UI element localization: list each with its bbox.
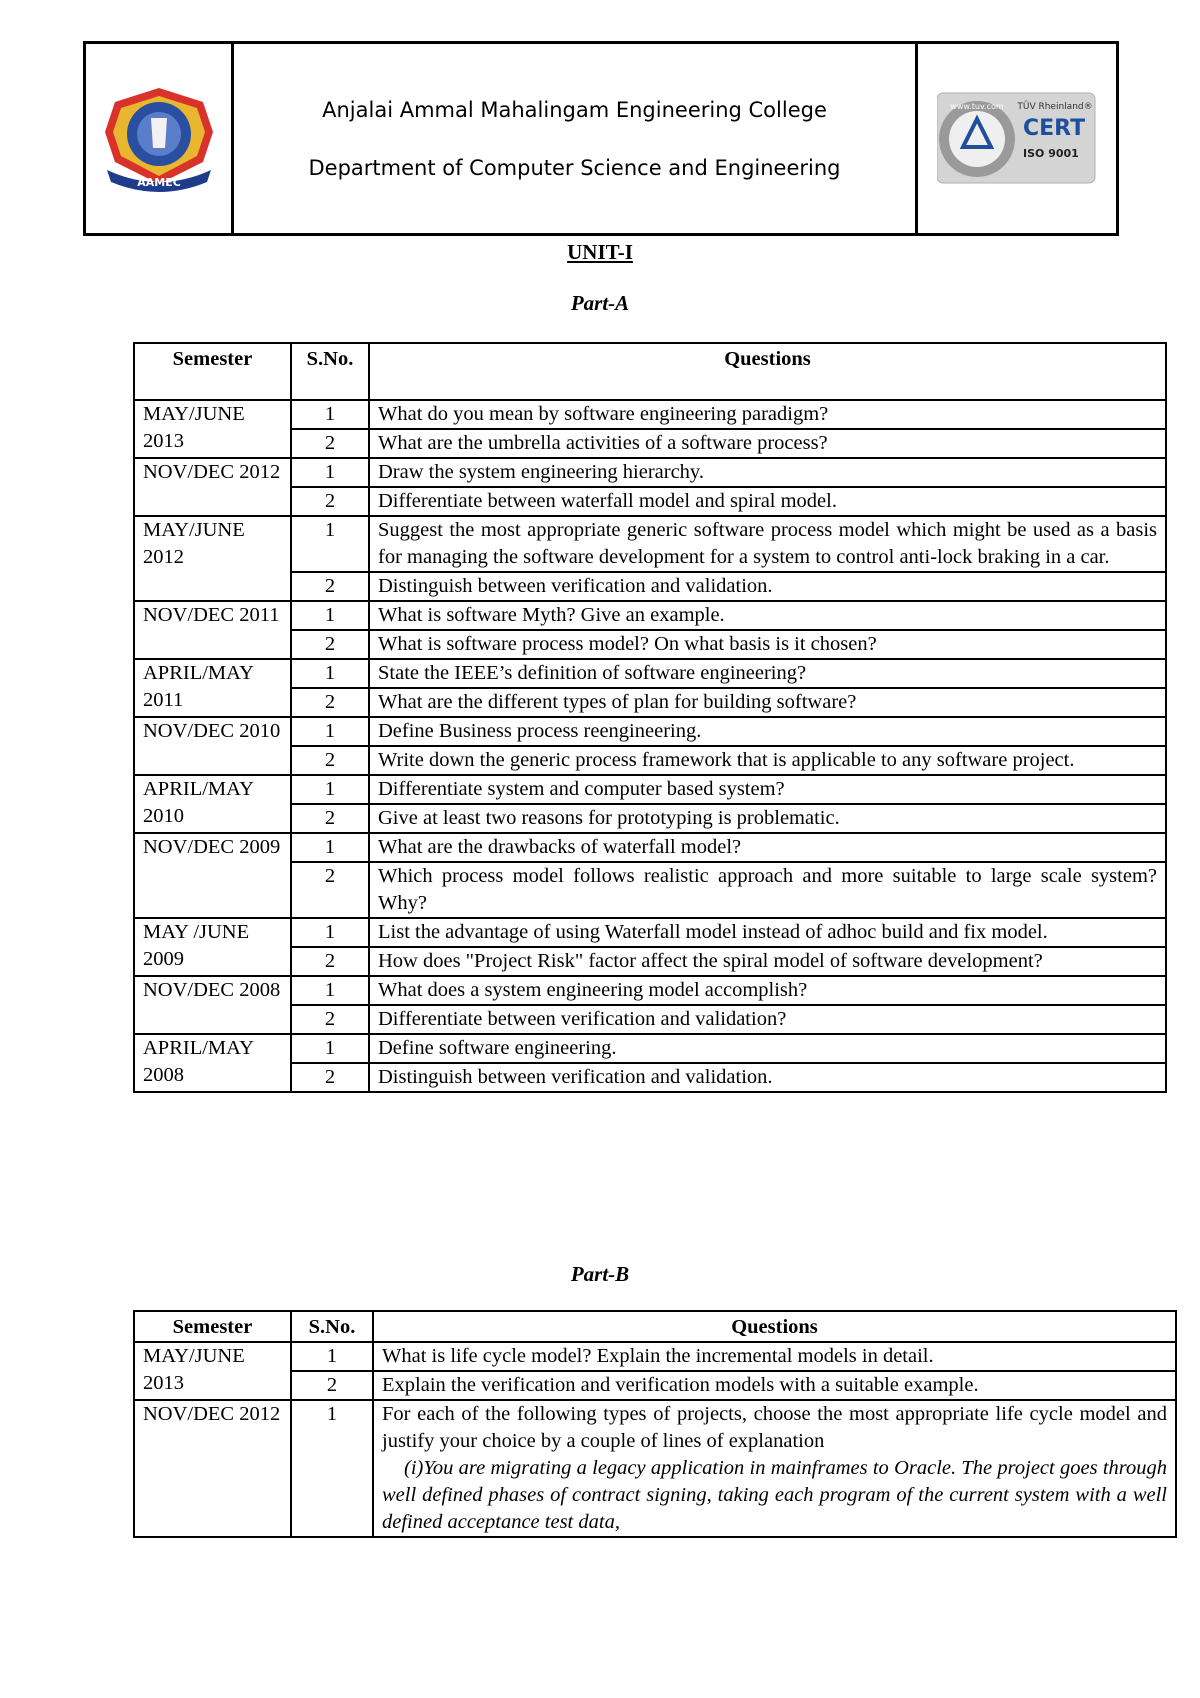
question-text: List the advantage of using Waterfall model instead of adhoc build and fix model. — [378, 921, 1048, 943]
col-header-sno: S.No. — [291, 343, 369, 400]
semester-cell: NOV/DEC 2011 — [134, 601, 291, 659]
unit-title: UNIT-I — [567, 240, 633, 264]
question-cell — [369, 947, 1166, 976]
table-row — [134, 976, 1166, 1005]
question-cell — [369, 516, 1166, 572]
question-text: What are the umbrella activities of a software process? — [378, 432, 828, 454]
question-text: Define Business process reengineering. — [378, 720, 702, 742]
svg-text:CERT: CERT — [1023, 115, 1086, 141]
sno-cell: 1 — [291, 516, 369, 572]
table-row — [134, 1342, 1176, 1371]
question-cell — [369, 458, 1166, 487]
question-cell — [369, 775, 1166, 804]
table-row — [134, 516, 1166, 572]
sno-cell: 2 — [291, 630, 369, 659]
semester-cell: NOV/DEC 2012 — [134, 458, 291, 516]
department-name: Department of Computer Science and Engineering — [308, 155, 841, 180]
semester-cell: MAY/JUNE 2012 — [134, 516, 291, 601]
question-cell — [369, 400, 1166, 429]
question-subpart-text: (i)You are migrating a legacy application in mainframes to Oracle. The project goes through well defined phases of contract signing, taking each program of the current system with a well defined acceptance test data, — [382, 1457, 1167, 1533]
sno-cell: 1 — [291, 833, 369, 862]
question-text: Differentiate between verification and validation? — [378, 1008, 787, 1030]
col-header-semester: Semester — [134, 343, 291, 400]
iso-cert-badge — [937, 91, 1097, 187]
table-row — [134, 659, 1166, 688]
question-cell — [369, 1034, 1166, 1063]
question-cell — [369, 717, 1166, 746]
question-cell — [369, 746, 1166, 775]
sno-cell: 1 — [291, 1034, 369, 1063]
semester-cell: NOV/DEC 2008 — [134, 976, 291, 1034]
semester-cell: NOV/DEC 2010 — [134, 717, 291, 775]
question-text: For each of the following types of projects, choose the most appropriate life cycle model and justify your choice by a couple of lines of explanation — [382, 1403, 1167, 1452]
question-text: Differentiate system and computer based system? — [378, 778, 785, 800]
question-text: What are the drawbacks of waterfall model? — [378, 836, 742, 858]
semester-cell: NOV/DEC 2012 — [134, 1400, 291, 1537]
question-text: What do you mean by software engineering paradigm? — [378, 403, 829, 425]
table-row — [134, 833, 1166, 862]
question-cell — [369, 804, 1166, 833]
question-cell — [369, 862, 1166, 918]
question-text: What are the different types of plan for building software? — [378, 691, 857, 713]
sno-cell: 2 — [291, 688, 369, 717]
sno-cell: 1 — [291, 458, 369, 487]
svg-text:TÜV Rheinland®: TÜV Rheinland® — [1017, 101, 1093, 112]
sno-cell: 2 — [291, 947, 369, 976]
question-text: Differentiate between waterfall model and spiral model. — [378, 490, 837, 512]
table-row — [134, 775, 1166, 804]
table-row — [134, 717, 1166, 746]
sno-cell: 1 — [291, 976, 369, 1005]
part-b-body — [134, 1342, 1176, 1537]
document-header — [83, 41, 1119, 236]
table-row — [134, 458, 1166, 487]
sno-cell: 2 — [291, 429, 369, 458]
sno-cell: 2 — [291, 746, 369, 775]
table-header-row — [134, 1311, 1176, 1342]
semester-cell: MAY /JUNE 2009 — [134, 918, 291, 976]
col-header-semester: Semester — [134, 1311, 291, 1342]
question-cell — [369, 487, 1166, 516]
question-cell — [369, 630, 1166, 659]
question-cell — [373, 1400, 1176, 1537]
question-text: Write down the generic process framework that is applicable to any software project. — [378, 749, 1075, 771]
semester-cell: APRIL/MAY 2008 — [134, 1034, 291, 1092]
question-cell — [369, 572, 1166, 601]
question-cell — [369, 688, 1166, 717]
sno-cell: 1 — [291, 775, 369, 804]
question-text: Distinguish between verification and validation. — [378, 575, 773, 597]
part-b-title: Part-B — [570, 1262, 630, 1286]
sno-cell: 1 — [291, 1342, 373, 1371]
question-cell — [369, 976, 1166, 1005]
question-cell — [373, 1342, 1176, 1371]
question-text: Distinguish between verification and validation. — [378, 1066, 773, 1088]
col-header-questions: Questions — [369, 343, 1166, 400]
sno-cell: 2 — [291, 1063, 369, 1092]
semester-cell: APRIL/MAY 2010 — [134, 775, 291, 833]
table-row — [134, 601, 1166, 630]
college-name: Anjalai Ammal Mahalingam Engineering College — [322, 97, 827, 122]
sno-cell: 2 — [291, 862, 369, 918]
semester-cell: APRIL/MAY 2011 — [134, 659, 291, 717]
question-cell — [369, 1063, 1166, 1092]
table-row — [134, 1371, 1176, 1400]
sno-cell: 2 — [291, 804, 369, 833]
question-cell — [369, 833, 1166, 862]
question-text: Draw the system engineering hierarchy. — [378, 461, 704, 483]
semester-cell: MAY/JUNE 2013 — [134, 1342, 291, 1400]
semester-cell: NOV/DEC 2009 — [134, 833, 291, 918]
col-header-sno: S.No. — [291, 1311, 373, 1342]
part-a-body — [134, 400, 1166, 1092]
question-text: State the IEEE’s definition of software engineering? — [378, 662, 807, 684]
question-cell — [373, 1371, 1176, 1400]
svg-text:ISO 9001: ISO 9001 — [1023, 146, 1079, 160]
question-text: What is life cycle model? Explain the incremental models in detail. — [382, 1345, 934, 1367]
question-text: Explain the verification and verification models with a suitable example. — [382, 1374, 979, 1396]
question-text: Suggest the most appropriate generic software process model which might be used as a basis for managing the software development for a system to control anti-lock braking in a car. — [378, 519, 1157, 568]
table-row — [134, 918, 1166, 947]
table-row — [134, 400, 1166, 429]
table-header-row — [134, 343, 1166, 400]
question-cell — [369, 918, 1166, 947]
sno-cell: 2 — [291, 1005, 369, 1034]
question-cell — [369, 601, 1166, 630]
sno-cell: 1 — [291, 601, 369, 630]
question-text: How does "Project Risk" factor affect the spiral model of software development? — [378, 950, 1043, 972]
question-text: Which process model follows realistic approach and more suitable to large scale system? Why? — [378, 865, 1157, 914]
sno-cell: 2 — [291, 1371, 373, 1400]
svg-text:AAMEC: AAMEC — [136, 175, 181, 189]
sno-cell: 1 — [291, 717, 369, 746]
question-text: What is software process model? On what basis is it chosen? — [378, 633, 877, 655]
sno-cell: 2 — [291, 572, 369, 601]
question-text: Define software engineering. — [378, 1037, 617, 1059]
question-text: Give at least two reasons for prototyping is problematic. — [378, 807, 840, 829]
question-text: What is software Myth? Give an example. — [378, 604, 725, 626]
question-cell — [369, 429, 1166, 458]
sno-cell: 1 — [291, 659, 369, 688]
question-text: What does a system engineering model accomplish? — [378, 979, 808, 1001]
question-cell — [369, 1005, 1166, 1034]
sno-cell: 1 — [291, 400, 369, 429]
col-header-questions: Questions — [373, 1311, 1176, 1342]
sno-cell: 1 — [291, 918, 369, 947]
svg-text:www.tuv.com: www.tuv.com — [950, 101, 1004, 111]
part-b-table — [133, 1310, 1177, 1538]
certification-cell — [918, 44, 1116, 233]
table-row — [134, 1034, 1166, 1063]
header-title-cell — [234, 44, 918, 233]
part-a-title: Part-A — [570, 291, 630, 315]
question-cell — [369, 659, 1166, 688]
sno-cell: 1 — [291, 1400, 373, 1537]
part-a-table — [133, 342, 1167, 1093]
sno-cell: 2 — [291, 487, 369, 516]
college-logo — [99, 84, 219, 194]
table-row — [134, 1400, 1176, 1537]
college-logo-cell — [86, 44, 234, 233]
semester-cell: MAY/JUNE 2013 — [134, 400, 291, 458]
